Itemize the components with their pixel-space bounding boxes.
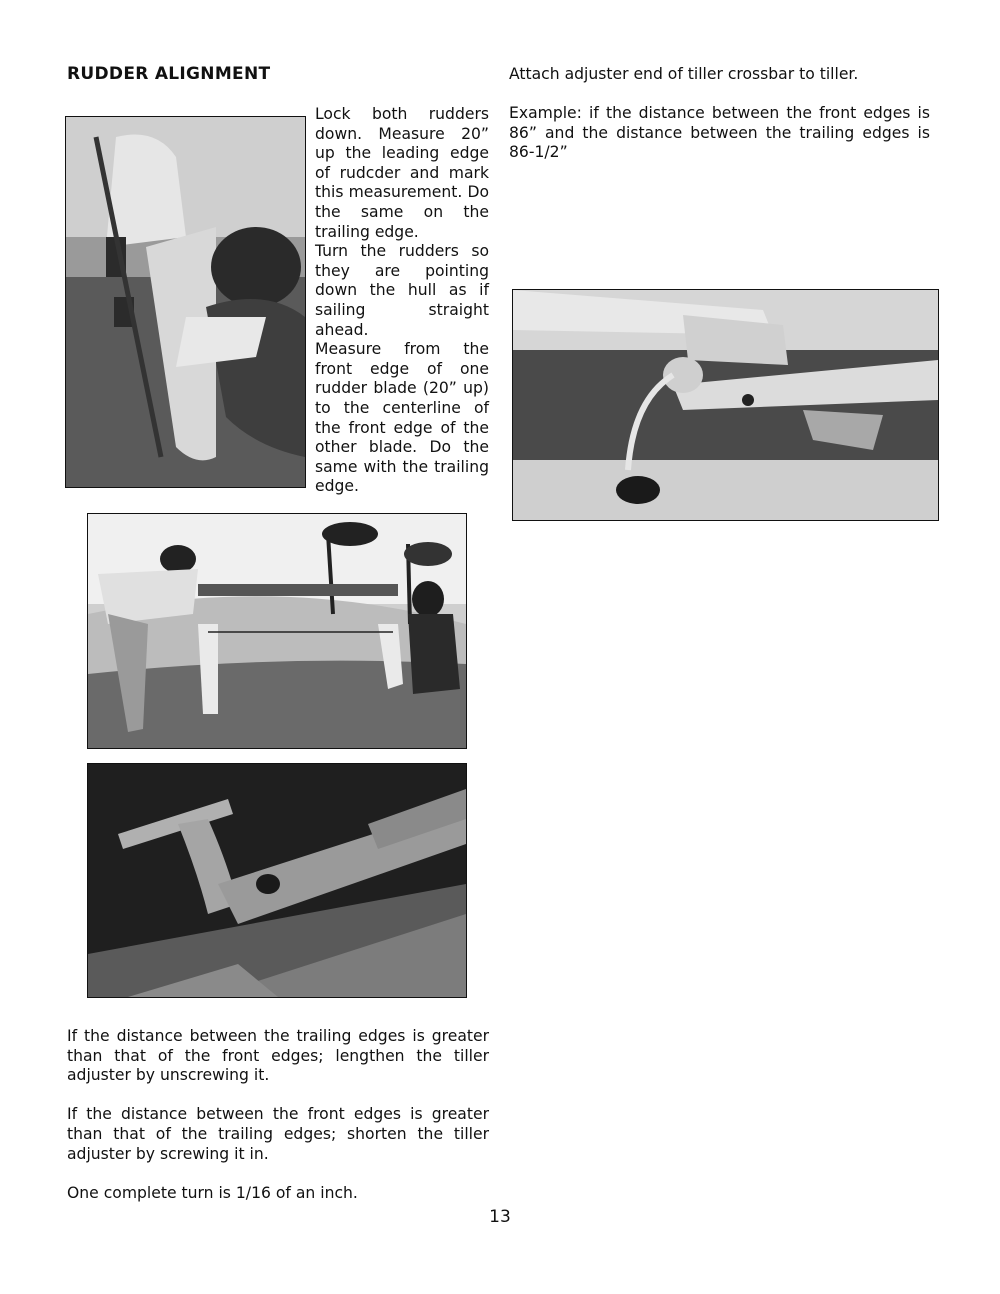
page-number: 13 <box>489 1207 511 1227</box>
turn-note-text: One complete turn is 1/16 of an inch. <box>67 1183 358 1202</box>
photo-measuring-rudders <box>87 513 467 749</box>
section-heading: RUDDER ALIGNMENT <box>67 64 271 84</box>
photo-marking-rudder <box>65 116 306 488</box>
turn-rudders-text: Turn the rudders so they are pointing down the hull as if sailing straight ahead. <box>315 242 489 339</box>
lengthen-text: If the distance between the trailing edges is greater than that of the front edges; lengthen the tiller adjuster by unscrewing it. <box>67 1027 489 1085</box>
measure-text: Measure from the front edge of one rudder blade (20” up) to the centerline of the front edge of the other blade. Do the same with the trailing edge. <box>315 340 489 496</box>
attach-text: Attach adjuster end of tiller crossbar to tiller. <box>509 65 859 83</box>
photo-tiller-adjuster <box>512 289 939 521</box>
photo-tiller-crossbar <box>87 763 467 998</box>
example-text: Example: if the distance between the front edges is 86” and the distance between the trailing edges is 86-1/2” <box>509 104 930 162</box>
shorten-text: If the distance between the front edges is greater than that of the trailing edges; shorten the tiller adjuster by screwing it in. <box>67 1105 489 1163</box>
procedure-text: Lock both rudders down. Measure 20” up the leading edge of rudcder and mark this measurement. Do the same on the trailing edge. <box>315 105 489 241</box>
